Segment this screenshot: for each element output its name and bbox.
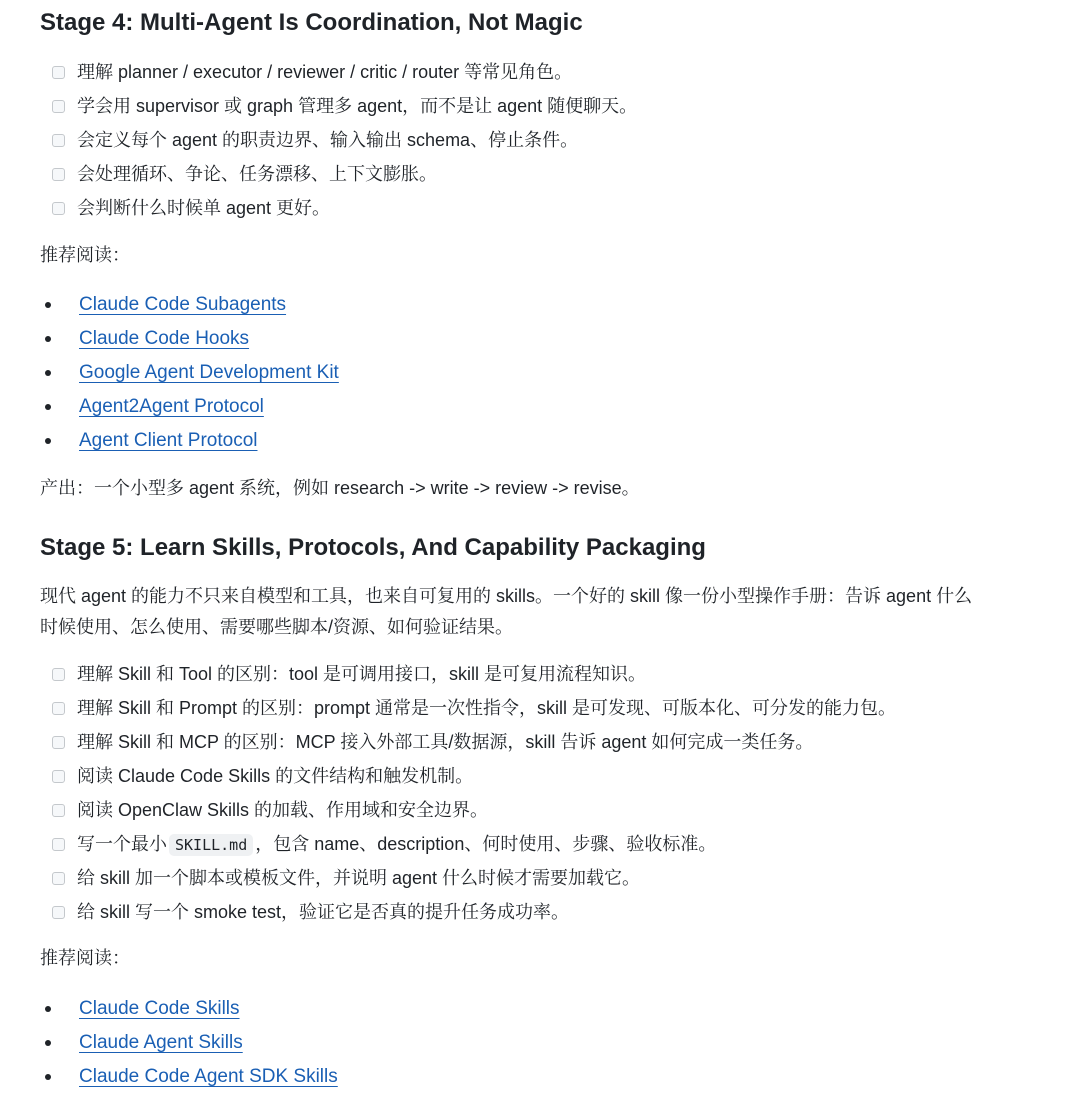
task-item <box>52 793 896 827</box>
task-text: 学会用 supervisor 或 graph 管理多 agent，而不是让 agent 随便聊天。 <box>77 96 638 116</box>
task-checkbox[interactable] <box>52 100 65 113</box>
link-claude-code-agent-sdk-skills[interactable]: Claude Code Agent SDK Skills <box>79 1066 338 1087</box>
task-item <box>52 861 896 895</box>
stage4-output: 产出：一个小型多 agent 系统，例如 research -> write -> review -> revise。 <box>40 478 640 498</box>
task-text: 理解 planner / executor / reviewer / critic / router 等常见角色。 <box>77 62 573 82</box>
task-checkbox[interactable] <box>52 168 65 181</box>
task-text <box>77 827 716 862</box>
task-text-after: ，包含 name、description、何时使用、步骤、验收标准。 <box>255 833 717 854</box>
bullet-icon <box>45 370 51 376</box>
bullet-icon <box>45 336 51 342</box>
link-claude-code-hooks[interactable]: Claude Code Hooks <box>79 328 250 349</box>
inline-code: SKILL.md <box>169 834 253 856</box>
stage5-link-list <box>79 992 338 1094</box>
task-item <box>52 191 637 225</box>
task-text: 理解 Skill 和 MCP 的区别：MCP 接入外部工具/数据源，skill 告诉 agent 如何完成一类任务。 <box>77 732 814 752</box>
stage5-intro-line2: 时候使用、怎么使用、需要哪些脚本/资源、如何验证结果。 <box>40 617 513 637</box>
task-text: 会定义每个 agent 的职责边界、输入输出 schema、停止条件。 <box>77 130 579 150</box>
list-item <box>79 992 338 1026</box>
task-text: 阅读 OpenClaw Skills 的加载、作用域和安全边界。 <box>77 800 489 820</box>
list-item <box>79 390 339 424</box>
task-item <box>52 123 637 157</box>
stage5-task-list <box>52 657 896 929</box>
stage4-link-list <box>79 288 339 458</box>
list-item <box>79 424 339 458</box>
stage5-reading-label: 推荐阅读： <box>40 948 130 968</box>
list-item <box>79 1060 338 1094</box>
bullet-icon <box>45 1040 51 1046</box>
task-checkbox[interactable] <box>52 736 65 749</box>
task-checkbox[interactable] <box>52 838 65 851</box>
stage4-reading-label: 推荐阅读： <box>40 245 130 265</box>
stage4-heading: Stage 4: Multi-Agent Is Coordination, Not Magic <box>40 9 583 36</box>
task-checkbox[interactable] <box>52 906 65 919</box>
link-claude-agent-skills[interactable]: Claude Agent Skills <box>79 1032 243 1053</box>
task-item <box>52 55 637 89</box>
task-checkbox[interactable] <box>52 770 65 783</box>
task-item <box>52 657 896 691</box>
task-checkbox[interactable] <box>52 134 65 147</box>
stage5-intro-line1: 现代 agent 的能力不只来自模型和工具，也来自可复用的 skills。一个好的 skill 像一份小型操作手册：告诉 agent 什么 <box>40 586 973 606</box>
task-item <box>52 725 896 759</box>
bullet-icon <box>45 302 51 308</box>
list-item <box>79 1026 338 1060</box>
bullet-icon <box>45 1074 51 1080</box>
task-item <box>52 89 637 123</box>
task-text: 理解 Skill 和 Prompt 的区别：prompt 通常是一次性指令，skill 是可发现、可版本化、可分发的能力包。 <box>77 698 897 718</box>
stage5-heading: Stage 5: Learn Skills, Protocols, And Capability Packaging <box>40 534 706 561</box>
link-agent-client-protocol[interactable]: Agent Client Protocol <box>79 430 258 451</box>
stage5-intro <box>40 581 1055 643</box>
task-text: 会处理循环、争论、任务漂移、上下文膨胀。 <box>77 164 437 184</box>
task-item <box>52 691 896 725</box>
task-checkbox[interactable] <box>52 702 65 715</box>
task-item <box>52 827 896 861</box>
task-item <box>52 895 896 929</box>
list-item <box>79 288 339 322</box>
task-text: 给 skill 写一个 smoke test，验证它是否真的提升任务成功率。 <box>77 902 570 922</box>
link-claude-code-skills[interactable]: Claude Code Skills <box>79 998 240 1019</box>
list-item <box>79 356 339 390</box>
link-google-adk[interactable]: Google Agent Development Kit <box>79 362 339 383</box>
bullet-icon <box>45 1006 51 1012</box>
task-item <box>52 759 896 793</box>
task-checkbox[interactable] <box>52 668 65 681</box>
task-text: 给 skill 加一个脚本或模板文件，并说明 agent 什么时候才需要加载它。 <box>77 868 641 888</box>
bullet-icon <box>45 404 51 410</box>
task-checkbox[interactable] <box>52 66 65 79</box>
bullet-icon <box>45 438 51 444</box>
task-text: 阅读 Claude Code Skills 的文件结构和触发机制。 <box>77 766 474 786</box>
list-item <box>79 322 339 356</box>
task-checkbox[interactable] <box>52 872 65 885</box>
task-text: 理解 Skill 和 Tool 的区别：tool 是可调用接口，skill 是可复用流程知识。 <box>77 664 647 684</box>
task-checkbox[interactable] <box>52 202 65 215</box>
stage4-task-list <box>52 55 637 225</box>
link-agent2agent-protocol[interactable]: Agent2Agent Protocol <box>79 396 264 417</box>
task-checkbox[interactable] <box>52 804 65 817</box>
link-claude-code-subagents[interactable]: Claude Code Subagents <box>79 294 287 315</box>
task-text-before: 写一个最小 <box>77 833 167 854</box>
task-item <box>52 157 637 191</box>
task-text: 会判断什么时候单 agent 更好。 <box>77 198 331 218</box>
